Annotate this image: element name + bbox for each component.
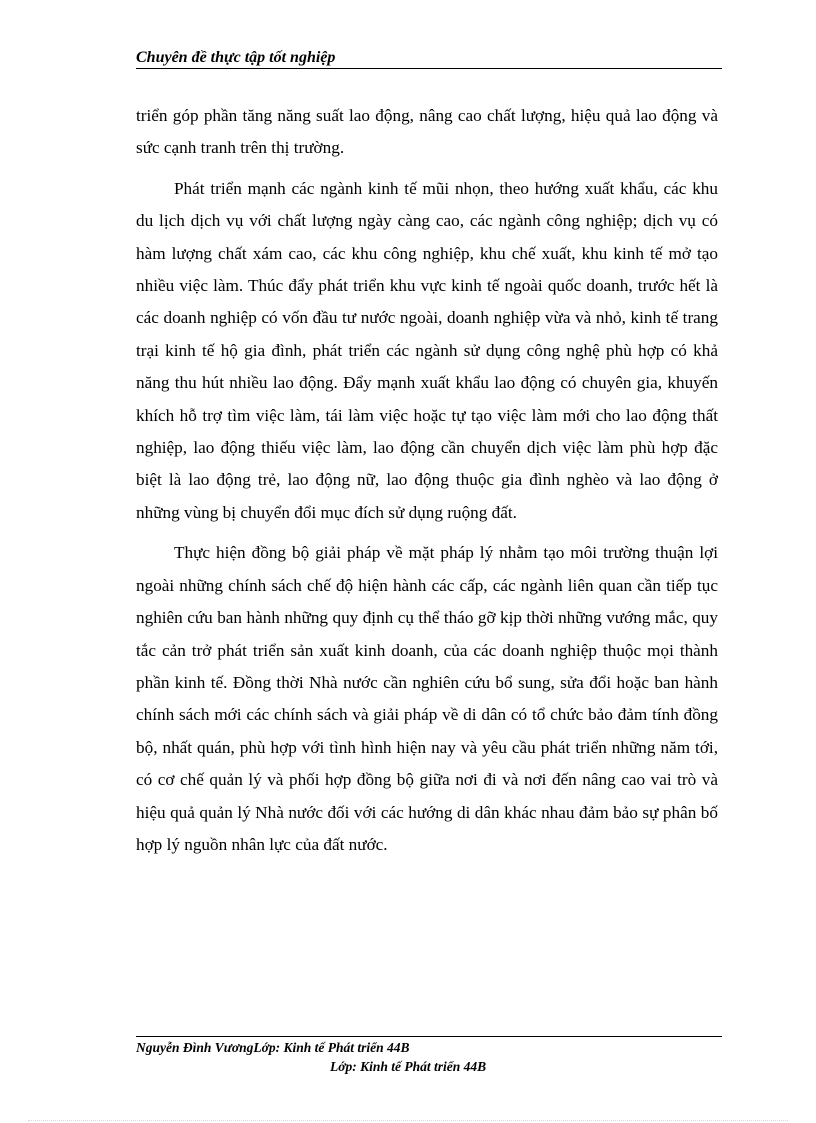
- paragraph-economic-sectors: Phát triển mạnh các ngành kinh tế mũi nhọn, theo hướng xuất khẩu, các khu du lịch dịch vụ với chất lượng ngày càng cao, các ngành công nghiệp; dịch vụ có hàm lượng chất xám cao, các khu công nghiệp, khu chế xuất, khu kinh tế mở tạo nhiều việc làm. Thúc đẩy phát triển khu vực kinh tế ngoài quốc doanh, trước hết là các doanh nghiệp có vốn đầu tư nước ngoài, doanh nghiệp vừa và nhỏ, kinh tế trang trại kinh tế hộ gia đình, phát triển các ngành sử dụng công nghệ phù hợp có khả năng thu hút nhiều lao động. Đẩy mạnh xuất khẩu lao động có chuyên gia, khuyến khích hỗ trợ tìm việc làm, tái làm việc hoặc tự tạo việc làm mới cho lao động thất nghiệp, lao động thiếu việc làm, lao động cần chuyển dịch việc làm phù hợp đặc biệt là lao động trẻ, lao động nữ, lao động thuộc gia đình nghèo và lao động ở những vùng bị chuyển đổi mục đích sử dụng ruộng đất.: [136, 178, 718, 522]
- paragraph-legal-measures: Thực hiện đồng bộ giải pháp về mặt pháp lý nhằm tạo môi trường thuận lợi ngoài những chính sách chế độ hiện hành các cấp, các ngành liên quan cần tiếp tục nghiên cứu ban hành những quy định cụ thể tháo gỡ kịp thời những vướng mắc, quy tắc cản trở phát triển sản xuất kinh doanh, của các doanh nghiệp thuộc mọi thành phần kinh tế. Đồng thời Nhà nước cần nghiên cứu bổ sung, sửa đổi hoặc ban hành chính sách mới các chính sách và giải pháp về di dân có tổ chức bảo đảm tính đồng bộ, nhất quán, phù hợp với tình hình hiện nay và yêu cầu phát triển những năm tới, có cơ chế quản lý và phối hợp đồng bộ giữa nơi đi và nơi đến nâng cao vai trò và hiệu quả quản lý Nhà nước đối với các hướng di dân khác nhau đảm bảo sự phân bố hợp lý nguồn nhân lực của đất nước.: [136, 543, 718, 854]
- footer-author-line: Nguyễn Đình VươngLớp: Kinh tế Phát triển 44B: [136, 1040, 410, 1055]
- page-header: [136, 48, 722, 69]
- header-title: Chuyên đề thực tập tốt nghiệp: [136, 49, 336, 66]
- page-bottom-edge: [28, 1120, 788, 1121]
- document-body: [136, 100, 718, 869]
- paragraph-continuation: triển góp phần tăng năng suất lao động, nâng cao chất lượng, hiệu quả lao động và sức cạnh tranh trên thị trường.: [136, 106, 718, 158]
- footer-class-line: Lớp: Kinh tế Phát triển 44B: [330, 1059, 487, 1074]
- footer-divider: [136, 1036, 722, 1037]
